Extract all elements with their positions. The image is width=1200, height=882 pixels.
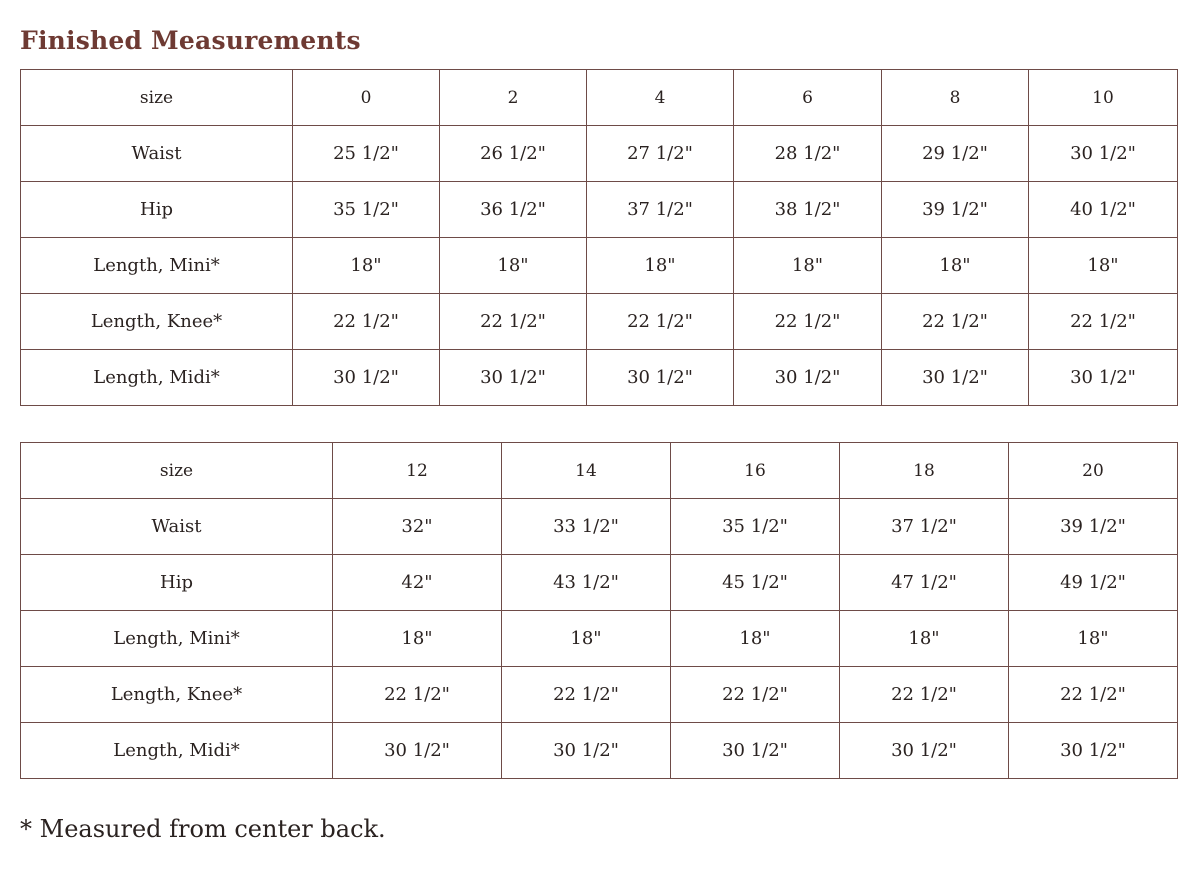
measurement-cell: 32" [333, 499, 502, 555]
table-row-length-knee [21, 294, 1178, 350]
measurement-cell: 30 1/2" [333, 723, 502, 779]
table-row-length-midi [21, 350, 1178, 406]
measurement-cell: 30 1/2" [293, 350, 440, 406]
size-header-18: 18 [840, 443, 1009, 499]
table-row-waist [21, 499, 1178, 555]
measurement-cell: 18" [587, 238, 734, 294]
measurement-cell: 27 1/2" [587, 126, 734, 182]
measurement-cell: 26 1/2" [440, 126, 587, 182]
size-header-0: 0 [293, 70, 440, 126]
measurement-cell: 22 1/2" [1029, 294, 1178, 350]
size-header-14: 14 [502, 443, 671, 499]
measurement-cell: 45 1/2" [671, 555, 840, 611]
measurement-cell: 18" [333, 611, 502, 667]
header-row [21, 70, 1178, 126]
measurement-cell: 22 1/2" [671, 667, 840, 723]
measurement-cell: 39 1/2" [882, 182, 1029, 238]
measurement-cell: 22 1/2" [840, 667, 1009, 723]
row-label: Length, Midi* [21, 723, 333, 779]
measurement-cell: 30 1/2" [587, 350, 734, 406]
measurements-table-sizes-0-10 [20, 69, 1178, 406]
measurement-cell: 18" [440, 238, 587, 294]
row-label: Hip [21, 555, 333, 611]
measurement-cell: 30 1/2" [502, 723, 671, 779]
table-row-length-knee [21, 667, 1178, 723]
table-row-hip [21, 555, 1178, 611]
measurements-table-sizes-12-20 [20, 442, 1178, 779]
measurement-cell: 30 1/2" [1029, 350, 1178, 406]
measurement-cell: 25 1/2" [293, 126, 440, 182]
row-label: Length, Mini* [21, 611, 333, 667]
row-label: Length, Knee* [21, 667, 333, 723]
table-row-waist [21, 126, 1178, 182]
measurement-cell: 30 1/2" [671, 723, 840, 779]
measurement-cell: 22 1/2" [734, 294, 882, 350]
measurement-cell: 22 1/2" [1009, 667, 1178, 723]
measurement-cell: 30 1/2" [1009, 723, 1178, 779]
size-header-label: size [21, 443, 333, 499]
size-header-8: 8 [882, 70, 1029, 126]
size-header-2: 2 [440, 70, 587, 126]
measurement-cell: 35 1/2" [671, 499, 840, 555]
measurement-cell: 22 1/2" [502, 667, 671, 723]
row-label: Hip [21, 182, 293, 238]
measurement-cell: 47 1/2" [840, 555, 1009, 611]
measurement-cell: 29 1/2" [882, 126, 1029, 182]
measurement-cell: 30 1/2" [734, 350, 882, 406]
row-label: Length, Midi* [21, 350, 293, 406]
measurement-cell: 18" [293, 238, 440, 294]
measurement-cell: 22 1/2" [587, 294, 734, 350]
measurement-cell: 36 1/2" [440, 182, 587, 238]
size-header-16: 16 [671, 443, 840, 499]
table-row-length-mini [21, 238, 1178, 294]
size-header-6: 6 [734, 70, 882, 126]
measurement-cell: 42" [333, 555, 502, 611]
measurement-cell: 18" [502, 611, 671, 667]
measurement-cell: 43 1/2" [502, 555, 671, 611]
row-label: Length, Mini* [21, 238, 293, 294]
table-row-hip [21, 182, 1178, 238]
measurement-cell: 30 1/2" [840, 723, 1009, 779]
measurement-cell: 37 1/2" [587, 182, 734, 238]
measurement-cell: 18" [671, 611, 840, 667]
measurement-cell: 35 1/2" [293, 182, 440, 238]
measurement-cell: 22 1/2" [882, 294, 1029, 350]
measurement-cell: 39 1/2" [1009, 499, 1178, 555]
table-row-length-mini [21, 611, 1178, 667]
measurement-cell: 28 1/2" [734, 126, 882, 182]
measurement-cell: 18" [1009, 611, 1178, 667]
measurement-cell: 30 1/2" [1029, 126, 1178, 182]
header-row [21, 443, 1178, 499]
measurement-cell: 30 1/2" [440, 350, 587, 406]
table-row-length-midi [21, 723, 1178, 779]
measurement-cell: 18" [840, 611, 1009, 667]
measurement-cell: 18" [734, 238, 882, 294]
row-label: Length, Knee* [21, 294, 293, 350]
measurement-cell: 33 1/2" [502, 499, 671, 555]
measurement-cell: 22 1/2" [293, 294, 440, 350]
measurement-cell: 18" [1029, 238, 1178, 294]
row-label: Waist [21, 499, 333, 555]
measurement-cell: 49 1/2" [1009, 555, 1178, 611]
measurement-cell: 22 1/2" [333, 667, 502, 723]
measurement-cell: 37 1/2" [840, 499, 1009, 555]
measurement-cell: 30 1/2" [882, 350, 1029, 406]
size-header-12: 12 [333, 443, 502, 499]
row-label: Waist [21, 126, 293, 182]
measurement-cell: 22 1/2" [440, 294, 587, 350]
footnote: * Measured from center back. [20, 815, 386, 843]
size-header-20: 20 [1009, 443, 1178, 499]
size-header-4: 4 [587, 70, 734, 126]
size-header-label: size [21, 70, 293, 126]
measurement-cell: 18" [882, 238, 1029, 294]
size-header-10: 10 [1029, 70, 1178, 126]
measurement-cell: 38 1/2" [734, 182, 882, 238]
page-title: Finished Measurements [20, 26, 361, 55]
measurement-cell: 40 1/2" [1029, 182, 1178, 238]
